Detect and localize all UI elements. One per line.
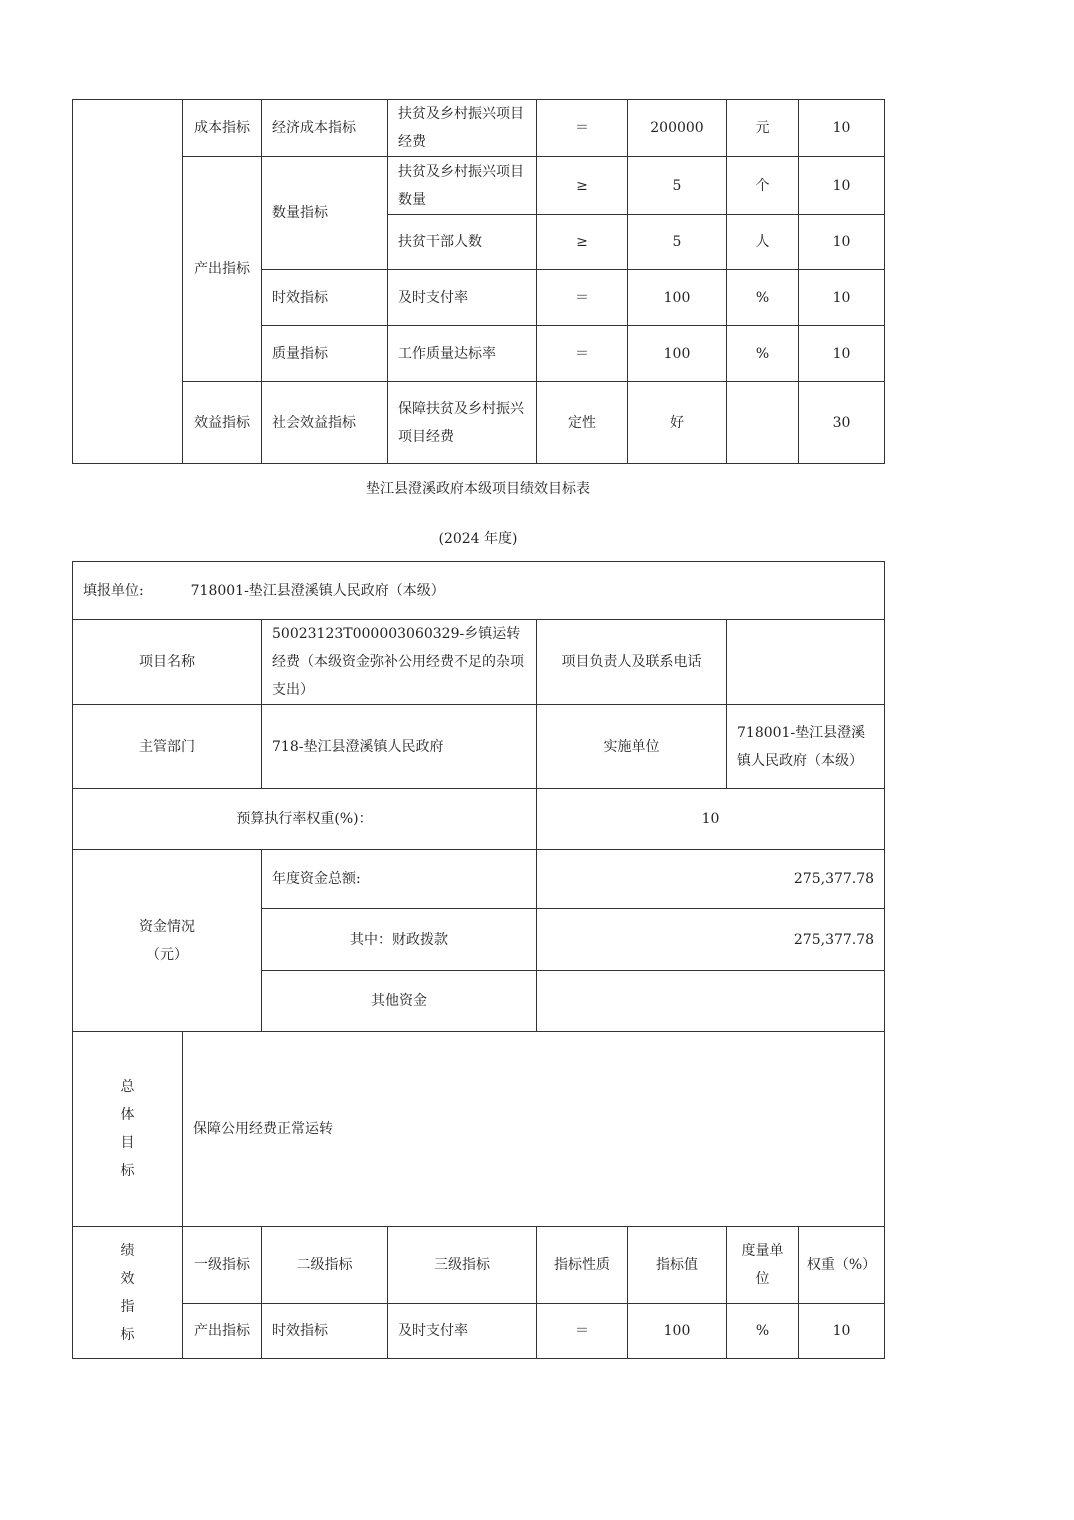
level3-cell: 扶贫及乡村振兴项目经费 xyxy=(388,100,537,157)
header-unit: 度量单位 xyxy=(727,1227,799,1304)
unit-cell: 人 xyxy=(727,215,799,270)
header-level3: 三级指标 xyxy=(388,1227,537,1304)
performance-target-form xyxy=(72,561,885,1359)
value-cell: 5 xyxy=(628,157,727,215)
level2-cell: 经济成本指标 xyxy=(262,100,388,157)
level2-cell: 社会效益指标 xyxy=(262,382,388,464)
nature-cell: ＝ xyxy=(537,1304,628,1359)
weight-cell: 10 xyxy=(799,270,885,326)
weight-cell: 10 xyxy=(799,215,885,270)
header-nature: 指标性质 xyxy=(537,1227,628,1304)
funds-label: 资金情况 xyxy=(139,918,195,935)
level1-cell: 效益指标 xyxy=(183,382,262,464)
level2-cell: 时效指标 xyxy=(262,1304,388,1359)
level3-cell: 保障扶贫及乡村振兴项目经费 xyxy=(388,382,537,464)
header-level2: 二级指标 xyxy=(262,1227,388,1304)
weight-cell: 10 xyxy=(799,157,885,215)
goal-char: 总 xyxy=(120,1079,135,1095)
goal-char: 体 xyxy=(120,1107,135,1123)
nature-cell: ≥ xyxy=(537,157,628,215)
perf-char: 标 xyxy=(120,1326,135,1343)
level2-cell: 质量指标 xyxy=(262,326,388,382)
unit-cell: 元 xyxy=(727,100,799,157)
level2-cell: 时效指标 xyxy=(262,270,388,326)
blank-cell xyxy=(73,100,183,464)
fiscal-label: 其中：财政拨款 xyxy=(262,909,537,971)
perf-char: 效 xyxy=(120,1270,135,1287)
weight-cell: 30 xyxy=(799,382,885,464)
year-subtitle: (2024 年度) xyxy=(438,531,518,547)
other-funds-label: 其他资金 xyxy=(262,971,537,1032)
value-cell: 100 xyxy=(628,326,727,382)
level2-cell: 数量指标 xyxy=(262,157,388,270)
perf-indicator-label xyxy=(73,1227,183,1359)
goal-char: 目 xyxy=(120,1135,135,1151)
nature-cell: ≥ xyxy=(537,215,628,270)
impl-label: 实施单位 xyxy=(537,705,727,789)
level3-cell: 及时支付率 xyxy=(388,1304,537,1359)
header-level1: 一级指标 xyxy=(183,1227,262,1304)
project-contact-value xyxy=(727,620,885,705)
reporting-unit-row xyxy=(73,562,885,620)
funds-unit: （元） xyxy=(146,946,188,963)
impl-value: 718001-垫江县澄溪镇人民政府（本级） xyxy=(727,705,885,789)
level1-cell: 产出指标 xyxy=(183,1304,262,1359)
budget-weight-label: 预算执行率权重(%)： xyxy=(73,789,537,850)
reporting-unit-value: 718001-垫江县澄溪镇人民政府（本级） xyxy=(190,582,445,599)
level1-cell: 产出指标 xyxy=(183,157,262,382)
funds-label-cell xyxy=(73,850,262,1032)
project-name-value: 50023123T000003060329-乡镇运转经费（本级资金弥补公用经费不足的杂项支出） xyxy=(262,620,537,705)
annual-total-value: 275,377.78 xyxy=(537,850,885,909)
indicator-table-continued xyxy=(72,99,885,464)
nature-cell: ＝ xyxy=(537,326,628,382)
overall-goal-label xyxy=(73,1032,183,1227)
weight-cell: 10 xyxy=(799,1304,885,1359)
weight-cell: 10 xyxy=(799,326,885,382)
unit-cell: % xyxy=(727,270,799,326)
level3-cell: 工作质量达标率 xyxy=(388,326,537,382)
value-cell: 100 xyxy=(628,270,727,326)
perf-char: 指 xyxy=(120,1298,135,1315)
nature-cell: ＝ xyxy=(537,270,628,326)
value-cell: 好 xyxy=(628,382,727,464)
other-funds-value xyxy=(537,971,885,1032)
level3-cell: 及时支付率 xyxy=(388,270,537,326)
reporting-unit-label: 填报单位: xyxy=(83,582,144,599)
value-cell: 5 xyxy=(628,215,727,270)
fiscal-value: 275,377.78 xyxy=(537,909,885,971)
level3-cell: 扶贫干部人数 xyxy=(388,215,537,270)
unit-cell: % xyxy=(727,1304,799,1359)
perf-char: 绩 xyxy=(120,1242,135,1259)
nature-cell: 定性 xyxy=(537,382,628,464)
budget-weight-value: 10 xyxy=(537,789,885,850)
level3-cell: 扶贫及乡村振兴项目数量 xyxy=(388,157,537,215)
unit-cell: % xyxy=(727,326,799,382)
nature-cell: ＝ xyxy=(537,100,628,157)
header-value: 指标值 xyxy=(628,1227,727,1304)
unit-cell: 个 xyxy=(727,157,799,215)
project-contact-label: 项目负责人及联系电话 xyxy=(537,620,727,705)
dept-label: 主管部门 xyxy=(73,705,262,789)
value-cell: 100 xyxy=(628,1304,727,1359)
value-cell: 200000 xyxy=(628,100,727,157)
header-weight: 权重（%） xyxy=(799,1227,885,1304)
weight-cell: 10 xyxy=(799,100,885,157)
goal-char: 标 xyxy=(120,1163,135,1179)
annual-total-label: 年度资金总额: xyxy=(262,850,537,909)
overall-goal-value: 保障公用经费正常运转 xyxy=(183,1032,885,1227)
page-title: 垫江县澄溪政府本级项目绩效目标表 xyxy=(366,481,590,497)
unit-cell xyxy=(727,382,799,464)
project-name-label: 项目名称 xyxy=(73,620,262,705)
level1-cell: 成本指标 xyxy=(183,100,262,157)
dept-value: 718-垫江县澄溪镇人民政府 xyxy=(262,705,537,789)
